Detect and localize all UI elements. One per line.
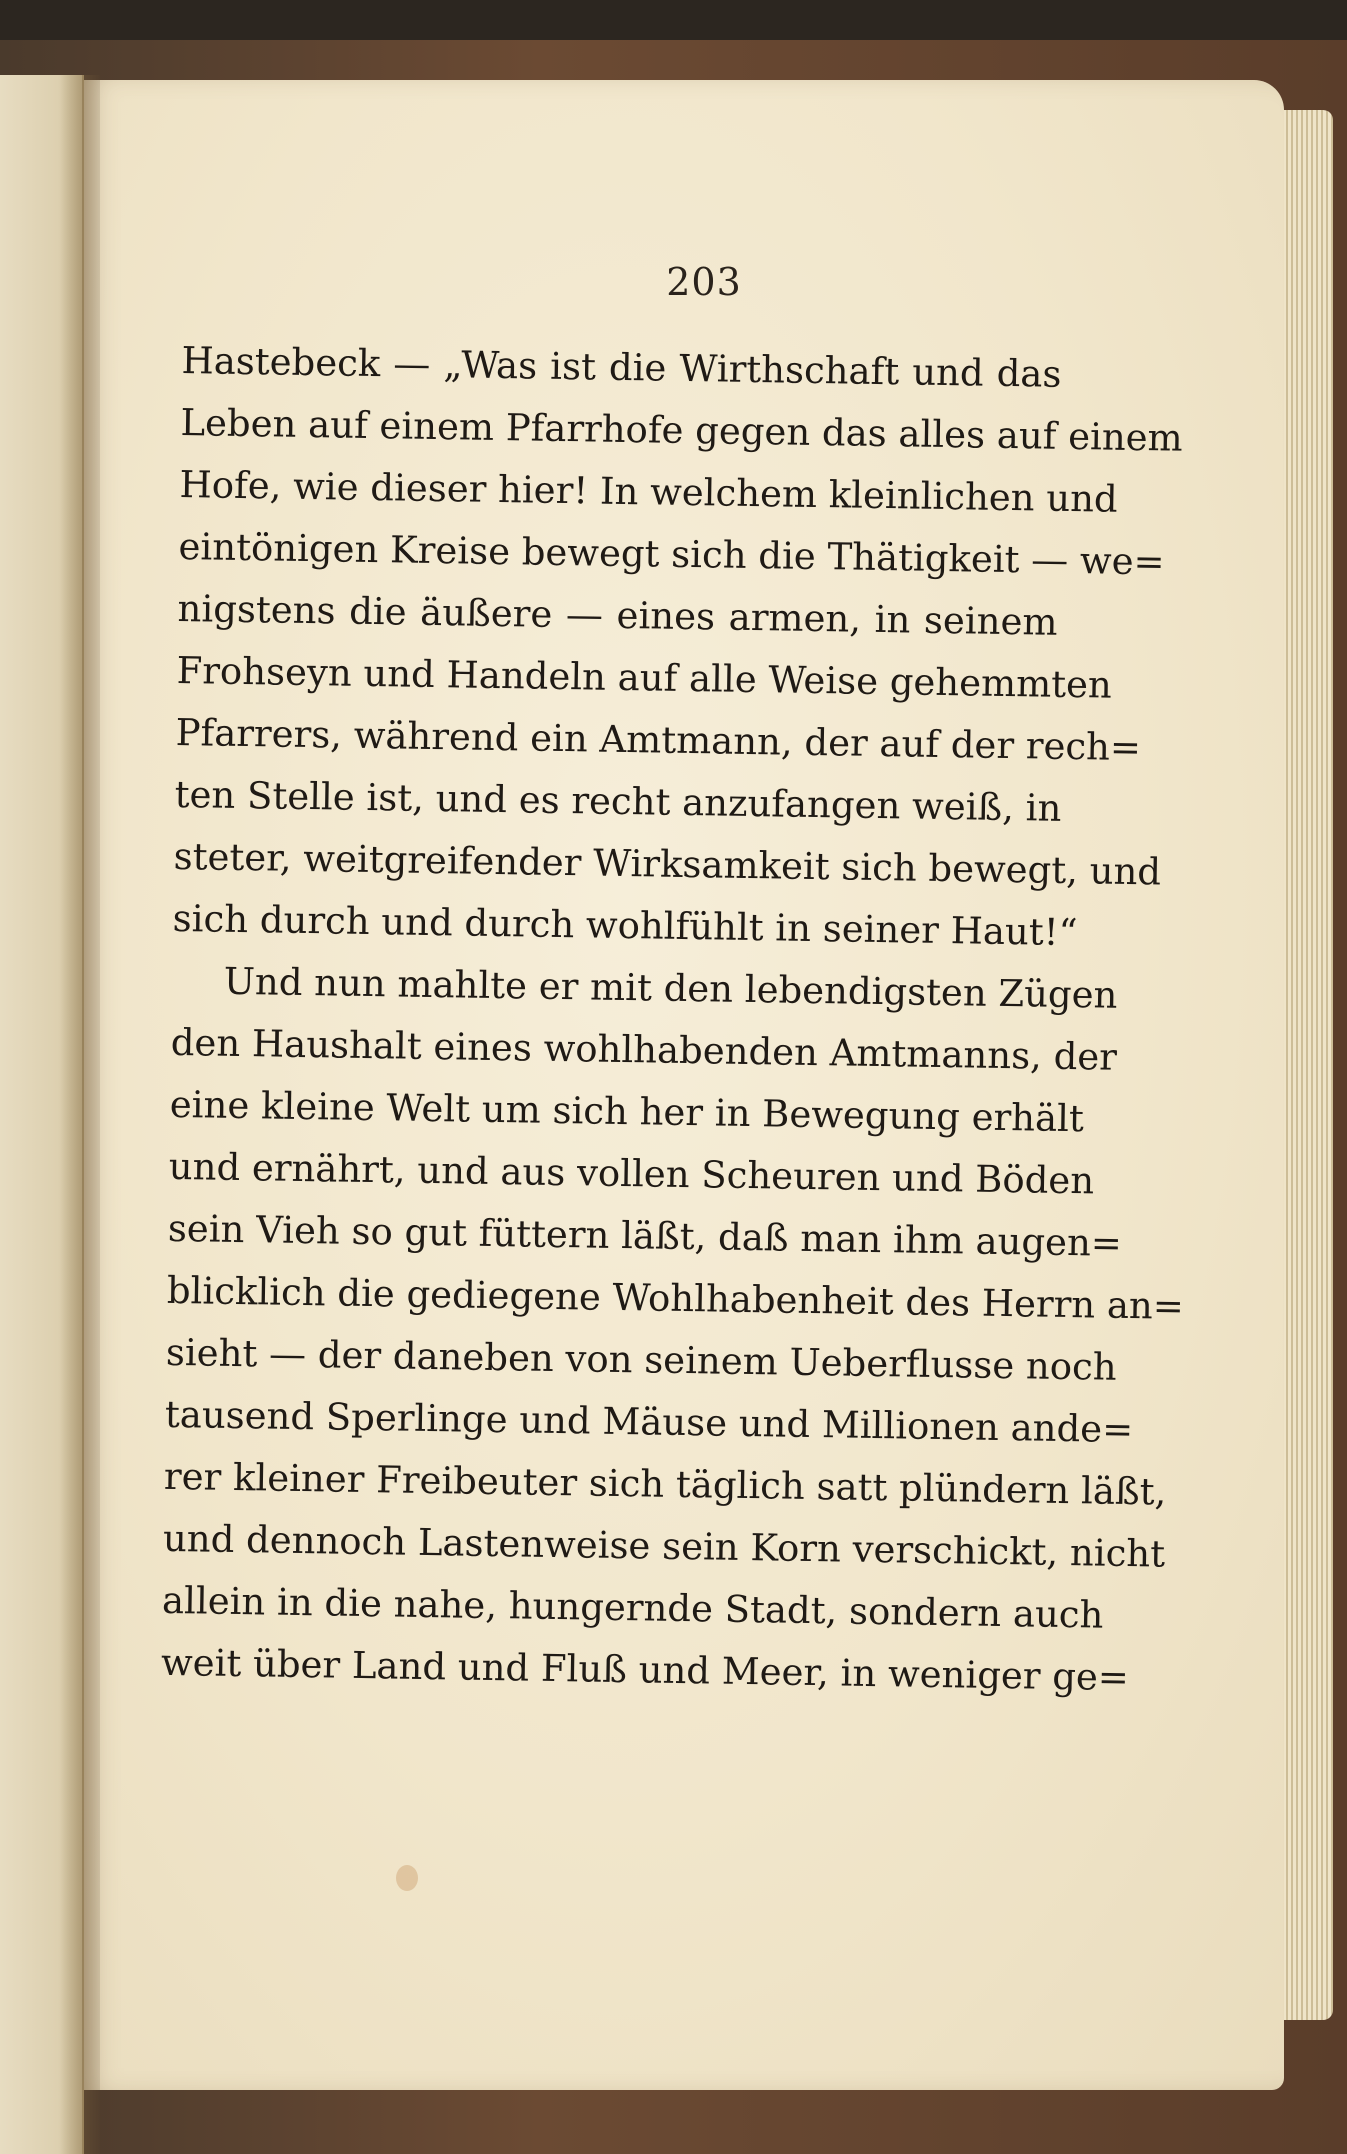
text-line: Frohseyn und Handeln auf alle Weise gehemmten <box>176 648 1113 707</box>
page-number: 203 <box>666 260 742 304</box>
text-line: steter, weitgreifender Wirksamkeit sich bewegt, und <box>173 834 1162 894</box>
text-line: Hastebeck — „Was ist die Wirthschaft und das <box>181 338 1062 396</box>
text-line: blicklich die gediegene Wohlhabenheit des Herrn an= <box>166 1268 1185 1328</box>
text-line: sieht — der daneben von seinem Ueberflusse noch <box>165 1330 1117 1389</box>
text-line: allein in die nahe, hungernde Stadt, sondern auch <box>161 1578 1104 1637</box>
text-line: rer kleiner Freibeuter sich täglich satt plündern läßt, <box>163 1454 1167 1514</box>
text-line: Leben auf einem Pfarrhofe gegen das alles auf einem <box>180 400 1184 460</box>
book-page <box>84 80 1284 2090</box>
text-line: sein Vieh so gut füttern läßt, daß man ihm augen= <box>167 1206 1123 1265</box>
text-line: und ernährt, und aus vollen Scheuren und Böden <box>168 1144 1095 1203</box>
text-line: Pfarrers, während ein Amtmann, der auf der rech= <box>175 710 1142 770</box>
text-line: den Haushalt eines wohlhabenden Amtmanns, der <box>170 1020 1118 1079</box>
text-line: nigstens die äußere — eines armen, in seinem <box>177 586 1058 644</box>
text-line: ten Stelle ist, und es recht anzufangen weiß, in <box>174 772 1062 830</box>
text-line: weit über Land und Fluß und Meer, in weniger ge= <box>160 1640 1130 1700</box>
page-gutter-shadow <box>60 75 100 2154</box>
text-line: und dennoch Lastenweise sein Korn verschickt, nicht <box>162 1516 1166 1576</box>
text-line: Und nun mahlte er mit den lebendigsten Zügen <box>223 959 1118 1017</box>
text-line: tausend Sperlinge und Mäuse und Millionen ande= <box>164 1392 1134 1452</box>
text-line: sich durch und durch wohlfühlt in seiner Haut!“ <box>172 896 1078 955</box>
page-body-text <box>160 330 1185 1708</box>
text-line: eine kleine Welt um sich her in Bewegung erhält <box>169 1082 1085 1141</box>
text-line: eintönigen Kreise bewegt sich die Thätigkeit — we= <box>178 524 1165 584</box>
text-line: Hofe, wie dieser hier! In welchem kleinlichen und <box>179 462 1119 521</box>
paper-stain <box>396 1865 418 1891</box>
